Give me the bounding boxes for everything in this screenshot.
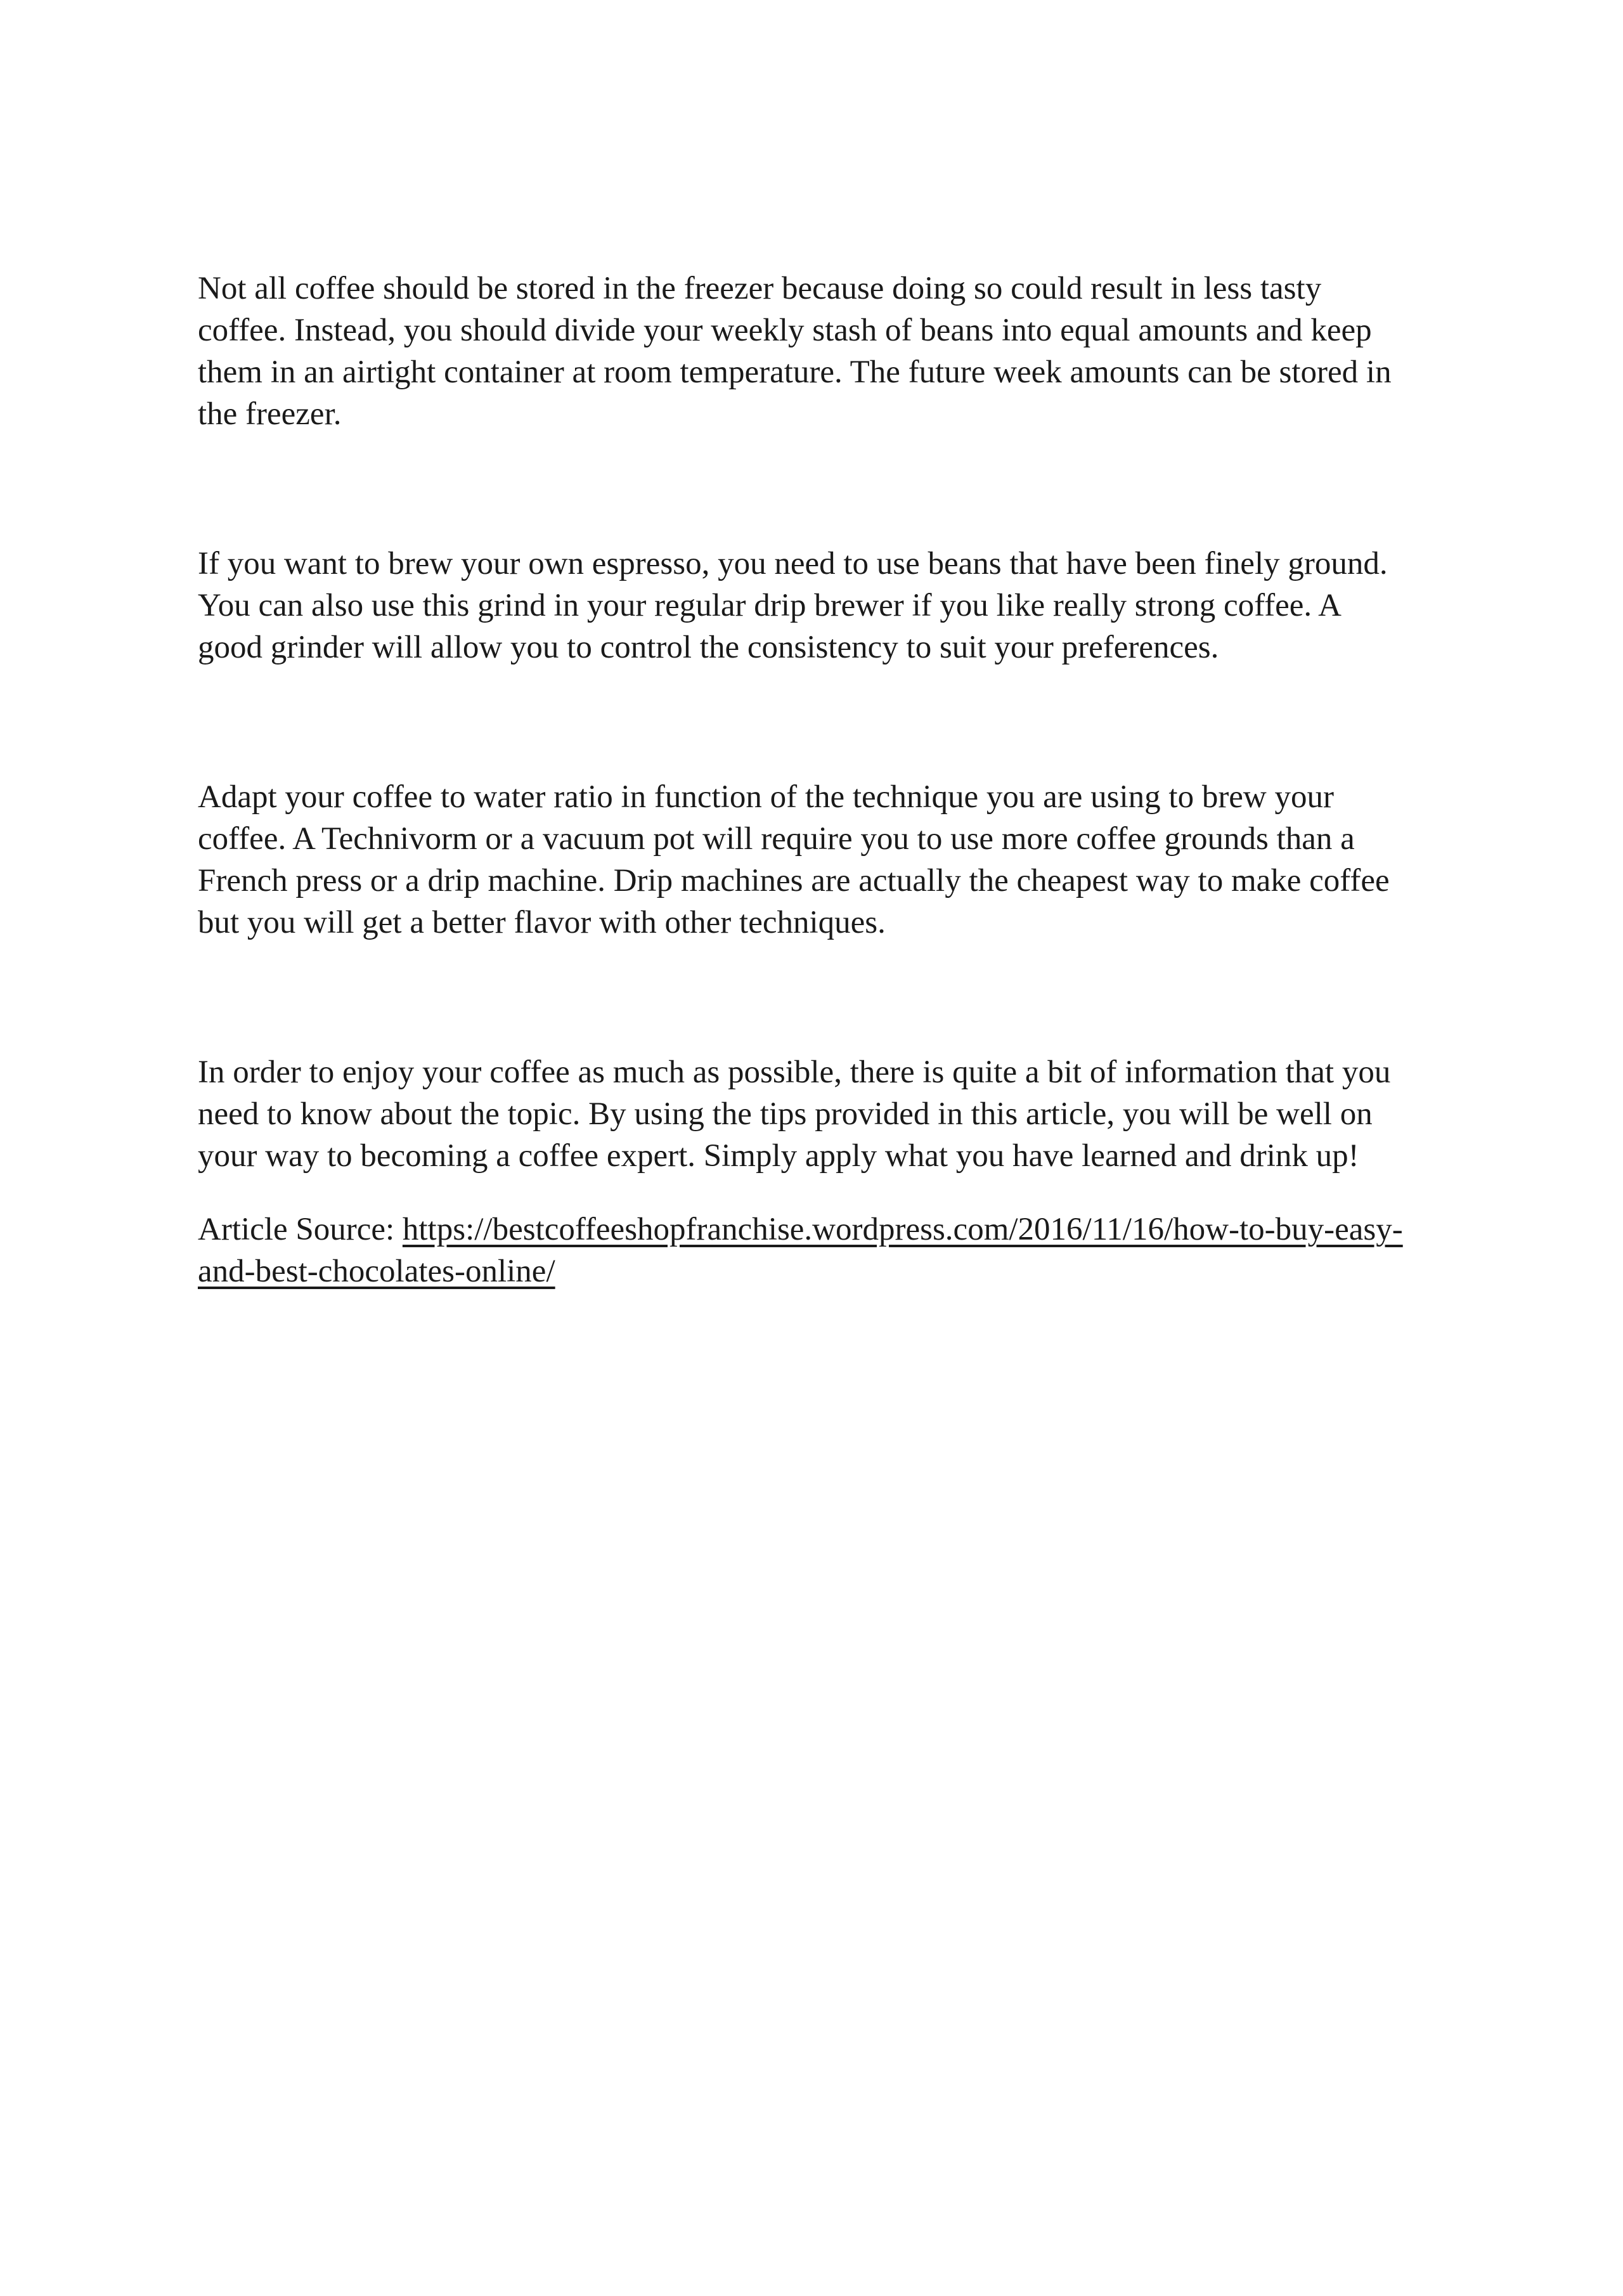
text-line: them in an airtight container at room temperature. The future week amounts can be stored in [198,354,1392,390]
text-line: your way to becoming a coffee expert. Simply apply what you have learned and drink up! [198,1138,1359,1174]
paragraph-water-ratio [198,776,1440,944]
text-line: French press or a drip machine. Drip machines are actually the cheapest way to make coffee [198,863,1390,898]
article-source [198,1209,1440,1292]
article-source-link[interactable] [198,1254,555,1289]
text-line: need to know about the topic. By using the tips provided in this article, you will be well on [198,1096,1373,1132]
article-source-link-part-2[interactable]: and-best-chocolates-online/ [198,1254,555,1289]
article-source-label: Article Source: [198,1212,403,1247]
text-line: the freezer. [198,396,342,432]
text-line: You can also use this grind in your regular drip brewer if you like really strong coffee. A [198,588,1342,623]
paragraph-conclusion [198,1051,1440,1177]
article-source-link[interactable] [403,1212,1403,1247]
text-line: In order to enjoy your coffee as much as possible, there is quite a bit of information that you [198,1054,1391,1090]
text-line: good grinder will allow you to control the consistency to suit your preferences. [198,630,1219,665]
text-line: Not all coffee should be stored in the freezer because doing so could result in less tasty [198,271,1322,306]
text-line: but you will get a better flavor with other techniques. [198,905,886,940]
article-source-line-2 [198,1250,1440,1292]
text-line: If you want to brew your own espresso, you need to use beans that have been finely ground. [198,546,1388,581]
paragraph-espresso-grind [198,543,1440,668]
text-line: coffee. Instead, you should divide your weekly stash of beans into equal amounts and keep [198,313,1372,348]
text-line: coffee. A Technivorm or a vacuum pot will require you to use more coffee grounds than a [198,821,1355,857]
text-line: Adapt your coffee to water ratio in function of the technique you are using to brew your [198,779,1334,815]
article-source-link-part-1[interactable]: https://bestcoffeeshopfranchise.wordpress.com/2016/11/16/how-to-buy-easy- [402,1212,1403,1247]
article-source-line-1 [198,1209,1440,1250]
paragraph-coffee-storage [198,268,1440,435]
document-content [198,268,1440,1292]
